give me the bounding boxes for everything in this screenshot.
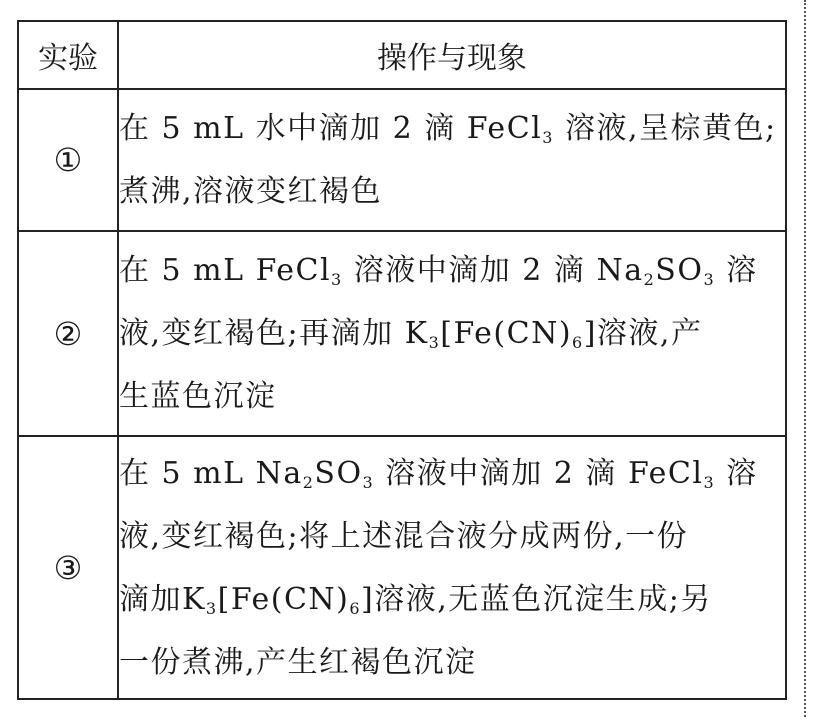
experiment-description [118,436,786,699]
experiment-number: ③ [18,436,118,699]
table-row [18,231,786,436]
chemical-subscript: 2 [643,270,656,289]
experiment-number: ① [18,89,118,231]
experiment-description [118,89,786,231]
chemical-subscript: 2 [302,472,315,492]
chemical-subscript: 3 [428,333,441,352]
header-operation-phenomenon: 操作与现象 [118,21,786,89]
chemical-subscript: 3 [205,598,218,618]
chemical-subscript: 3 [703,472,716,492]
chemical-subscript: 6 [572,333,584,352]
description-line: 煮沸,溶液变红褐色 [119,174,383,209]
description-line: 液,变红褐色;将上述混合液分成两份,一份 [119,518,689,554]
page-edge-dotted-rule [804,0,806,717]
description-line: 液,变红褐色;再滴加 $K_3[Fe(CN)_6]$溶液,产 [119,316,703,352]
chemical-subscript: 3 [362,472,375,492]
experiment-description [118,231,786,436]
chemical-subscript: 3 [703,270,716,289]
description-line: 一份煮沸,产生红褐色沉淀 [119,644,477,680]
table-row [18,89,786,231]
description-line: 在 5 mL $Na_2SO_3$ 溶液中滴加 2 滴 FeCl$_3$ 溶 [119,455,758,492]
description-line: 在 5 mL FeCl$_3$ 溶液中滴加 2 滴 $Na_2SO_3$ 溶 [119,253,758,289]
description-line: 在 5 mL 水中滴加 2 滴 FeCl$_3$ 溶液,呈棕黄色; [119,111,777,147]
header-experiment: 实验 [18,21,118,89]
description-line: 滴加$K_3[Fe(CN)_6]$溶液,无蓝色沉淀生成;另 [119,581,712,618]
description-line: 生蓝色沉淀 [119,379,277,414]
table-row [18,436,786,699]
experiment-number: ② [18,231,118,436]
chemical-subscript: 3 [331,270,343,289]
table-header-row [18,21,786,89]
chemical-subscript: 6 [349,598,362,618]
experiment-table [17,20,787,700]
chemical-subscript: 3 [542,128,554,147]
